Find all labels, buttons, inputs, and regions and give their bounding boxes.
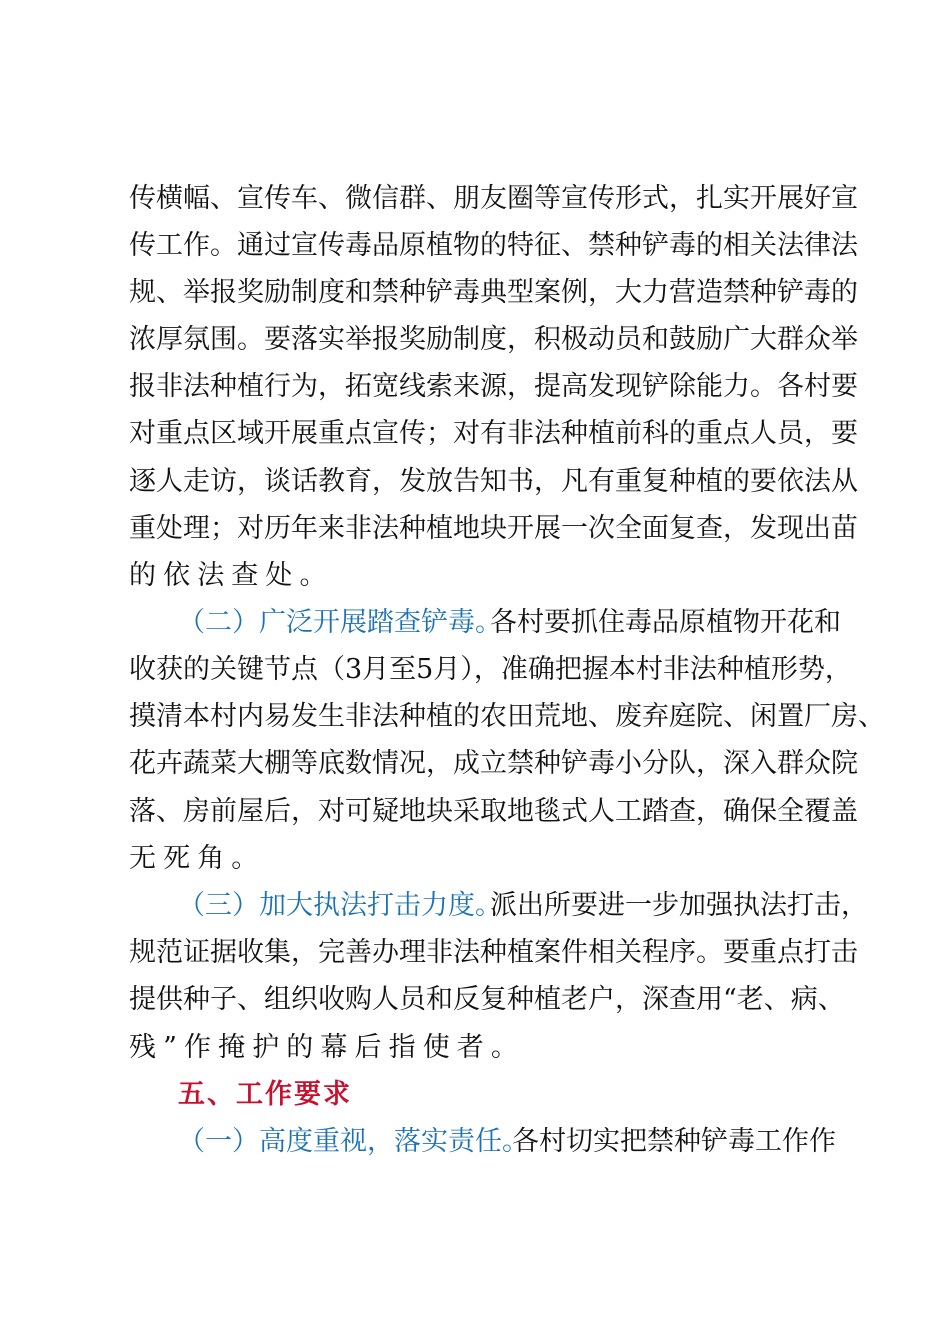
paragraph-line: 传横幅、宣传车、微信群、朋友圈等宣传形式，扎实开展好宣 (129, 183, 858, 214)
paragraph-line: 残”作掩护的幕后指使者。 (129, 1032, 526, 1063)
section-heading (0, 1075, 950, 1115)
paragraph-line: 逐人走访，谈话教育，发放告知书，凡有重复种植的要依法从 (129, 466, 858, 497)
subheading-highlight: （一）高度重视，落实责任。 (178, 1126, 529, 1157)
section-heading-text: 五、工作要求 (178, 1079, 352, 1110)
paragraph-line: 传工作。通过宣传毒品原植物的特征、禁种铲毒的相关法律法 (129, 230, 858, 261)
paragraph-line: 重处理；对历年来非法种植地块开展一次全面复查，发现出苗 (129, 513, 858, 544)
paragraph-line: 报非法种植行为，拓宽线索来源，提高发现铲除能力。各村要 (129, 371, 858, 402)
paragraph-line-section-2: （二）广泛开展踏查铲毒。 各村要抓住毒品原植物开花和 (0, 603, 950, 643)
paragraph-line: 规、举报奖励制度和禁种铲毒典型案例，大力营造禁种铲毒的 (129, 277, 858, 308)
paragraph-line-section-3: （三）加大执法打击力度。 派出所要进一步加强执法打击， (0, 886, 950, 926)
subheading-highlight: （三）加大执法打击力度。 (178, 890, 502, 921)
paragraph-line: 的依法查处。 (129, 560, 334, 591)
paragraph-line: 对重点区域开展重点宣传；对有非法种植前科的重点人员，要 (129, 418, 858, 449)
subheading-highlight: （二）广泛开展踏查铲毒。 (178, 607, 502, 638)
paragraph-line: 提供种子、组织收购人员和反复种植老户，深查用“老、病、 (129, 984, 845, 1015)
paragraph-line: 浓厚氛围。要落实举报奖励制度，积极动员和鼓励广大群众举 (129, 324, 858, 355)
paragraph-line: 收获的关键节点（3月至5月），准确把握本村非法种植形势， (129, 654, 852, 685)
paragraph-line: 摸清本村内易发生非法种植的农田荒地、废弃庭院、闲置厂房、 (129, 701, 885, 732)
paragraph-line: 无死角。 (129, 843, 266, 874)
paragraph-line: 落、房前屋后，对可疑地块采取地毯式人工踏查，确保全覆盖 (129, 796, 858, 827)
paragraph-line: 规范证据收集，完善办理非法种植案件相关程序。要重点打击 (129, 937, 858, 968)
paragraph-line-section-5-1: （一）高度重视，落实责任。 各村切实把禁种铲毒工作作 (0, 1122, 950, 1162)
paragraph-line: 花卉蔬菜大棚等底数情况，成立禁种铲毒小分队，深入群众院 (129, 748, 858, 779)
